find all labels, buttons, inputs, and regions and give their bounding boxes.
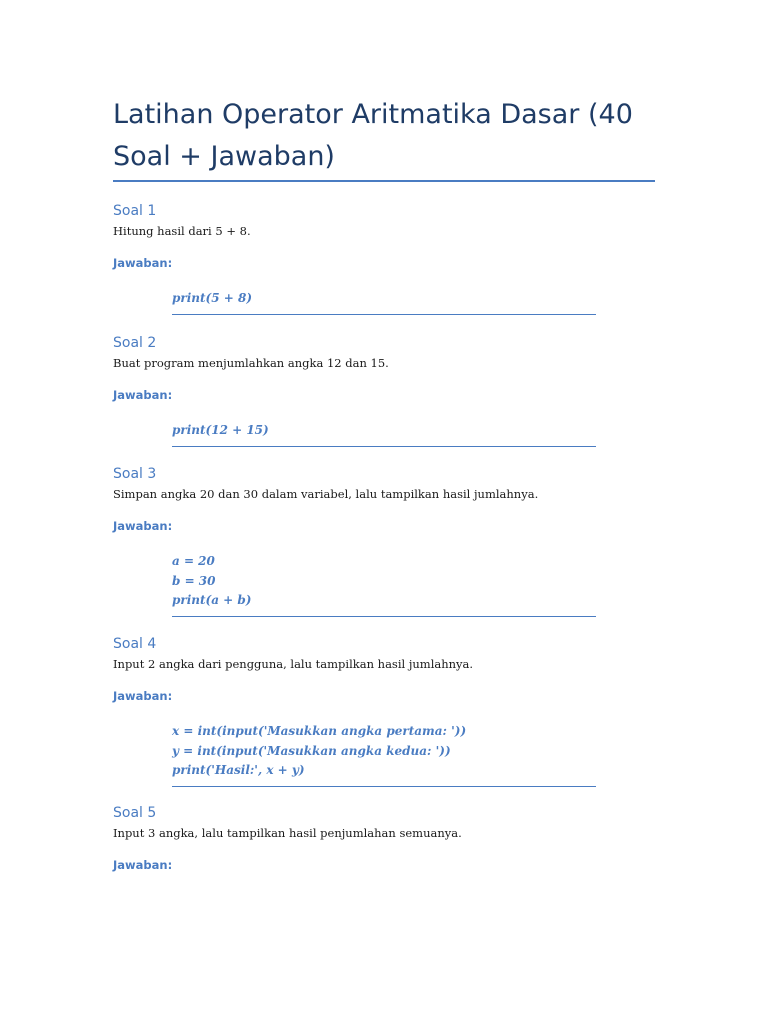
question-heading: Soal 4 — [113, 636, 157, 652]
document-title: Latihan Operator Aritmatika Dasar (40 Soal + Jawaban) — [113, 99, 633, 172]
answer-code-block — [172, 421, 596, 447]
question-heading: Soal 3 — [113, 466, 157, 482]
question-heading: Soal 5 — [113, 805, 157, 821]
code-line: print(a + b) — [172, 593, 252, 607]
question-text: Simpan angka 20 dan 30 dalam variabel, lalu tampilkan hasil jumlahnya. — [113, 487, 539, 501]
title-divider — [113, 180, 655, 182]
answer-label: Jawaban: — [113, 256, 173, 270]
code-line: a = 20 — [172, 554, 215, 568]
answer-code-block — [172, 289, 596, 315]
code-line: print('Hasil:', x + y) — [172, 763, 305, 777]
question-2 — [113, 333, 655, 447]
question-text: Input 2 angka dari pengguna, lalu tampilkan hasil jumlahnya. — [113, 657, 474, 671]
question-text: Buat program menjumlahkan angka 12 dan 15. — [113, 356, 389, 370]
answer-label: Jawaban: — [113, 858, 173, 872]
code-line: x = int(input('Masukkan angka pertama: ')) — [172, 724, 467, 738]
question-heading: Soal 2 — [113, 335, 157, 351]
question-3 — [113, 464, 655, 617]
question-text: Hitung hasil dari 5 + 8. — [113, 224, 251, 238]
code-line: print(12 + 15) — [172, 423, 269, 437]
answer-code-block — [172, 722, 596, 787]
answer-label: Jawaban: — [113, 689, 173, 703]
code-line: b = 30 — [172, 573, 216, 588]
code-line: print(5 + 8) — [172, 291, 253, 305]
code-line: y = int(input('Masukkan angka kedua: ')) — [172, 743, 451, 758]
question-heading: Soal 1 — [113, 203, 157, 219]
answer-label: Jawaban: — [113, 519, 173, 533]
answer-code-block — [172, 552, 596, 617]
answer-label: Jawaban: — [113, 388, 173, 402]
question-5 — [113, 803, 655, 873]
question-1 — [113, 201, 655, 315]
question-text: Input 3 angka, lalu tampilkan hasil penjumlahan semuanya. — [113, 826, 462, 840]
question-4 — [113, 634, 655, 787]
